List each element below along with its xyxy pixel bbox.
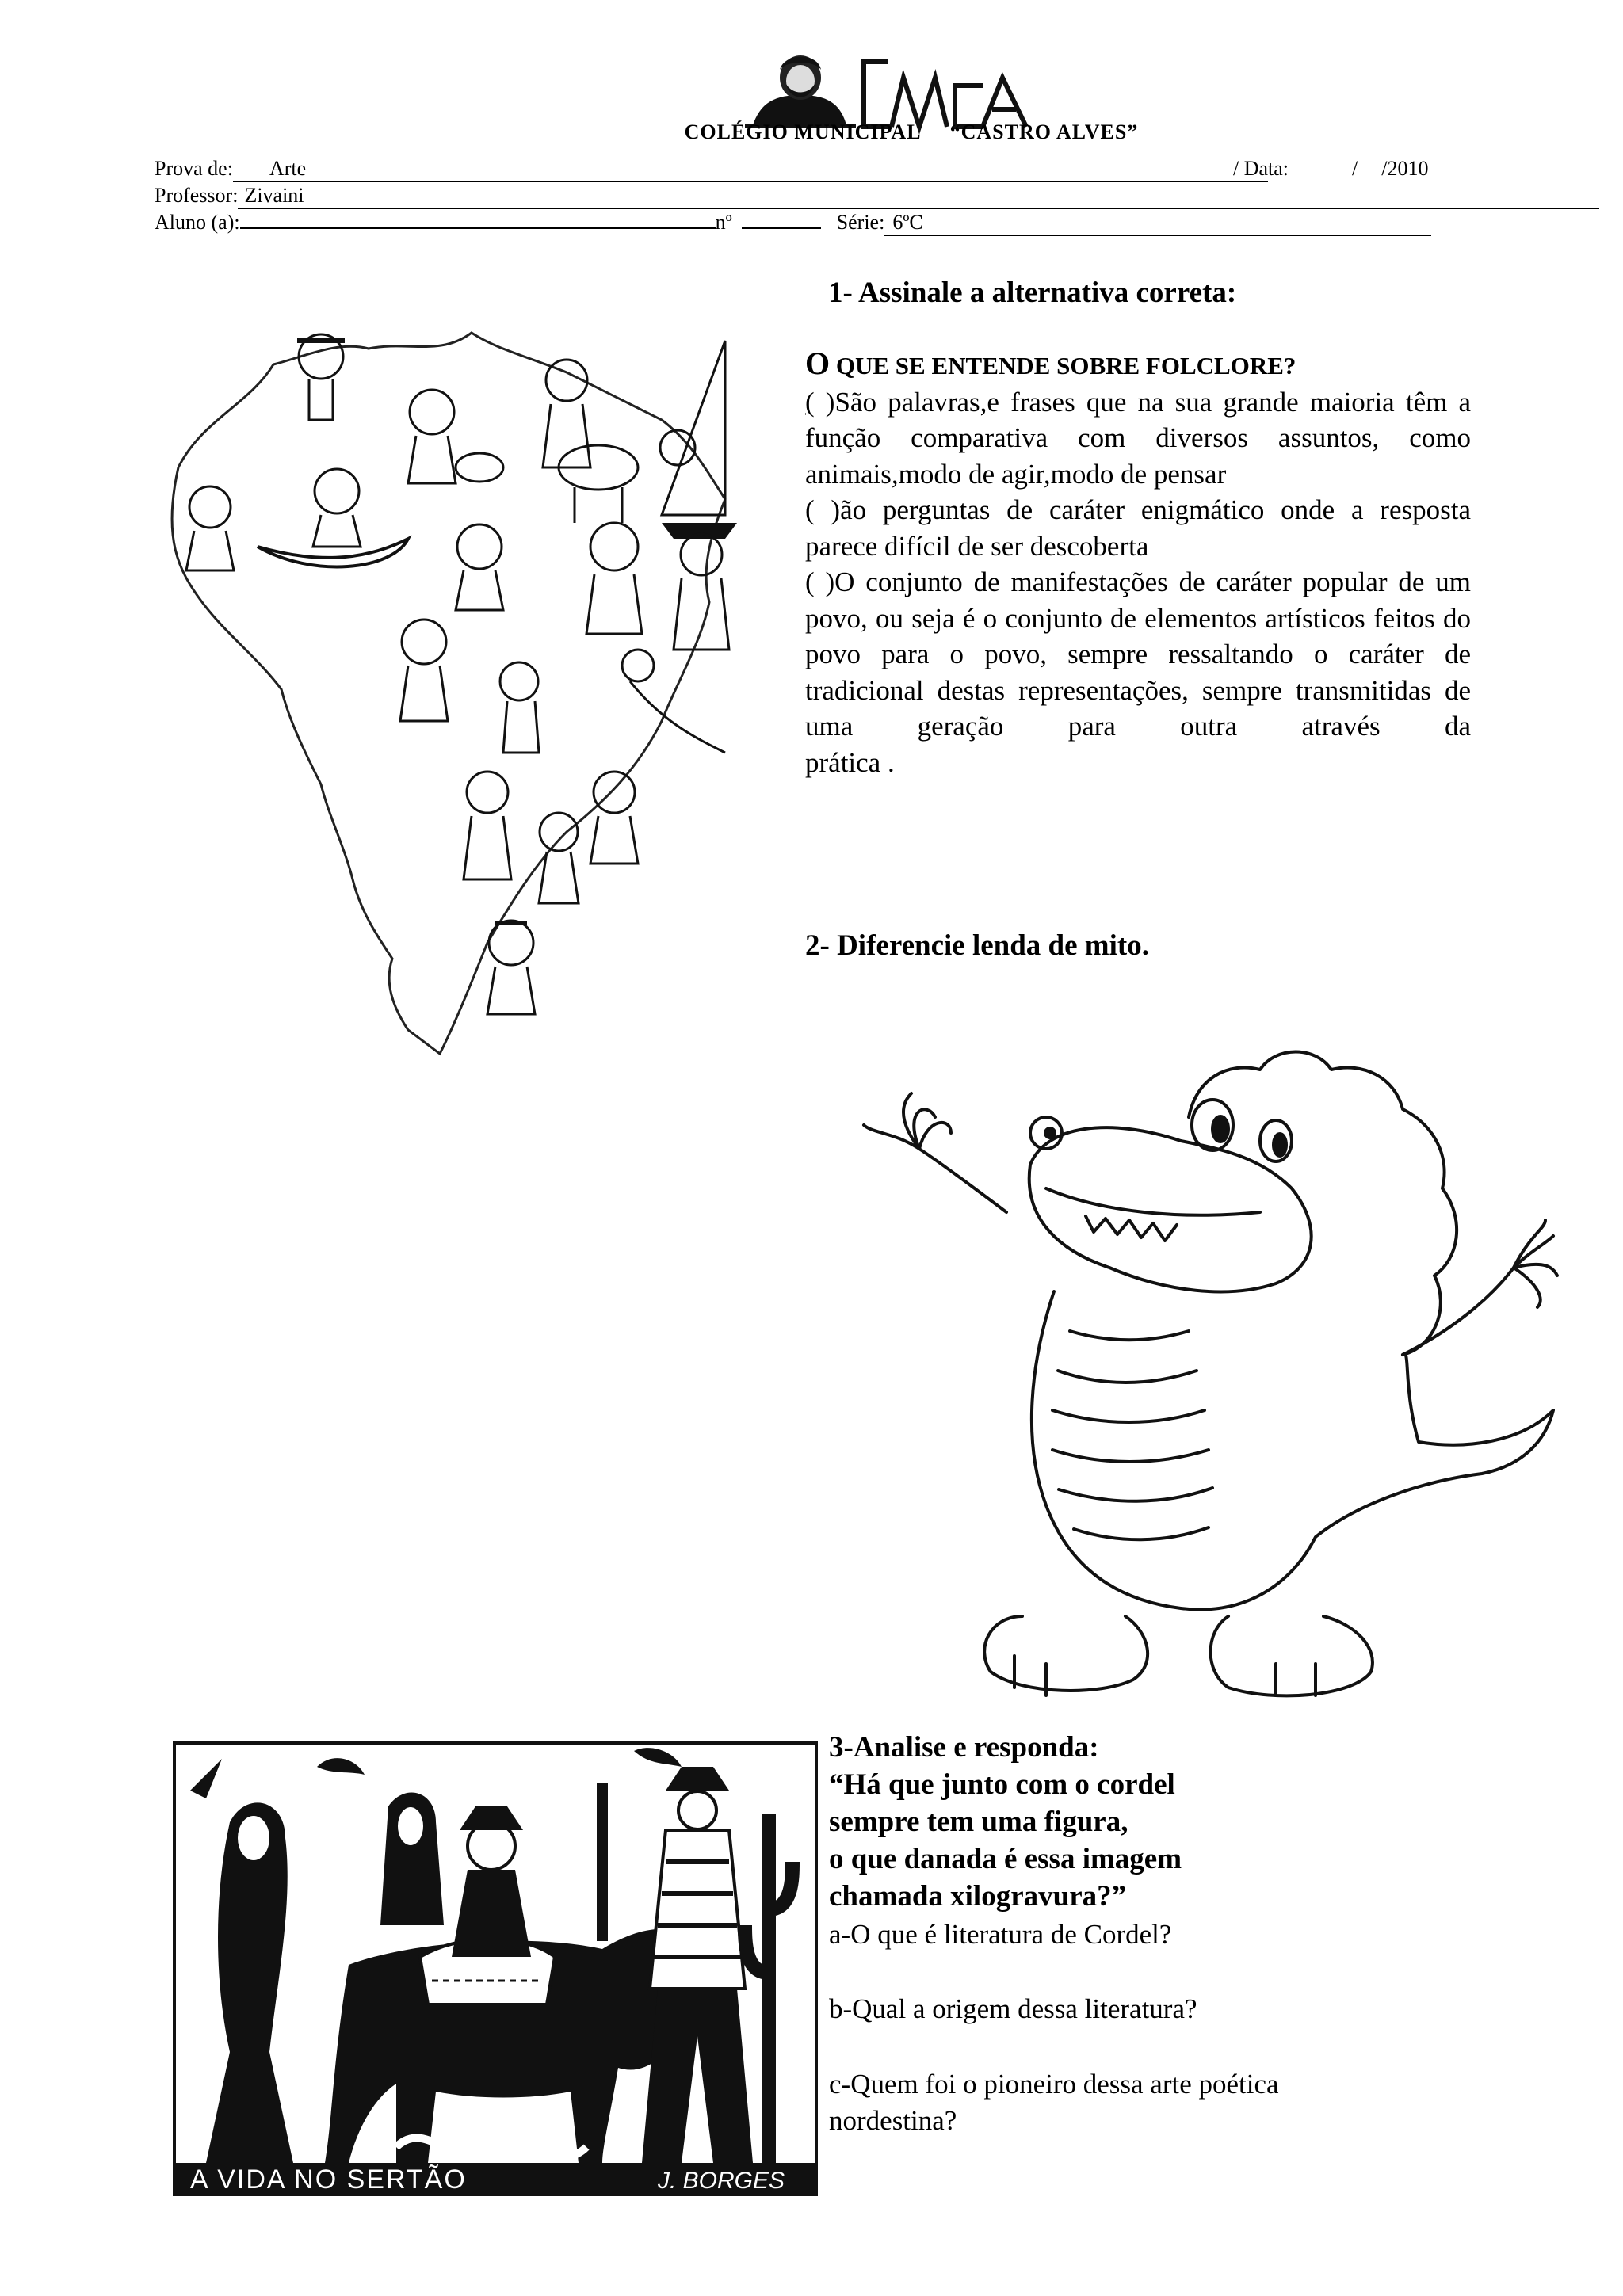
- serie-field[interactable]: [884, 211, 1431, 236]
- numero-field[interactable]: [742, 227, 821, 229]
- q1-title: 1- Assinale a alternativa correta:: [828, 277, 1237, 309]
- q1-option-c-text: ( )O conjunto de manifestações de caráter popular de um povo, ou seja é o conjunto de elementos artísticos feitos do povo para o povo, sempre ressaltando o caráter de tradicional destas representações, sempre transmitidas de uma geração para outra através da: [805, 566, 1471, 742]
- prova-value: Arte: [269, 157, 307, 180]
- dragon-cartoon-illustration: [848, 1030, 1561, 1711]
- q3-quote-line-3: o que danada é essa imagem: [829, 1843, 1182, 1875]
- q3-quote-line-1: “Há que junto com o cordel: [829, 1768, 1175, 1801]
- q1-option-c-end: prática .: [805, 746, 895, 778]
- aluno-field[interactable]: [240, 227, 716, 229]
- aluno-label: Aluno (a):: [155, 211, 240, 234]
- q1-option-a[interactable]: [805, 384, 1471, 493]
- q1-option-a-paren: (: [805, 386, 815, 418]
- prova-field[interactable]: [233, 157, 1268, 182]
- q1-question-text: QUE SE ENTENDE SOBRE FOLCLORE?: [830, 352, 1296, 379]
- q3-item-c-line-1: c-Quem foi o pioneiro dessa arte poética: [829, 2069, 1279, 2100]
- q1-question-initial: O: [805, 345, 831, 381]
- woodcut-caption-left: A VIDA NO SERTÃO: [190, 2164, 467, 2195]
- prova-label: Prova de:: [155, 157, 233, 180]
- data-label: / Data:: [1233, 157, 1289, 180]
- aluno-line: [155, 211, 1431, 236]
- professor-line: [155, 184, 1599, 209]
- q2-title: 2- Diferencie lenda de mito.: [805, 929, 1149, 962]
- q1-block: [805, 345, 1471, 780]
- data-field[interactable]: [1233, 157, 1429, 181]
- brazil-folklore-map-illustration: [155, 309, 737, 1077]
- q1-option-b[interactable]: ( )ão perguntas de caráter enigmático onde a resposta parece difícil de ser descoberta: [805, 494, 1471, 562]
- q3-quote-line-4: chamada xilogravura?”: [829, 1880, 1127, 1913]
- portrait-icon: [745, 55, 856, 128]
- woodcut-illustration: [158, 1719, 828, 2236]
- q1-option-a-text: )São palavras,e frases que na sua grande maioria têm a função comparativa com diversos assuntos, como animais,modo de agir,modo de pensar: [805, 386, 1471, 490]
- q3-heading: [829, 1729, 1182, 1915]
- serie-value: 6ºC: [892, 211, 923, 234]
- q3-item-c: [829, 2066, 1279, 2139]
- q3-item-a: a-O que é literatura de Cordel?: [829, 1919, 1172, 1950]
- woodcut-caption-right: J. BORGES: [658, 2168, 785, 2194]
- q3-item-c-line-2: nordestina?: [829, 2105, 957, 2136]
- q3-item-b: b-Qual a origem dessa literatura?: [829, 1993, 1197, 2024]
- data-sep: /: [1352, 157, 1358, 180]
- school-name: COLÉGIO MUNICIPAL “CASTRO ALVES”: [684, 120, 1139, 143]
- q3-title: 3-Analise e responda:: [829, 1731, 1099, 1764]
- numero-label: nº: [715, 211, 732, 234]
- professor-field[interactable]: [238, 184, 1599, 209]
- data-year: /2010: [1381, 157, 1429, 180]
- q3-quote-line-2: sempre tem uma figura,: [829, 1806, 1128, 1838]
- q1-question: [805, 345, 1471, 384]
- serie-label: Série:: [836, 211, 885, 234]
- professor-value: Zivaini: [244, 184, 304, 207]
- prova-line: [155, 157, 1268, 182]
- q1-option-c[interactable]: [805, 564, 1471, 780]
- professor-label: Professor:: [155, 184, 239, 207]
